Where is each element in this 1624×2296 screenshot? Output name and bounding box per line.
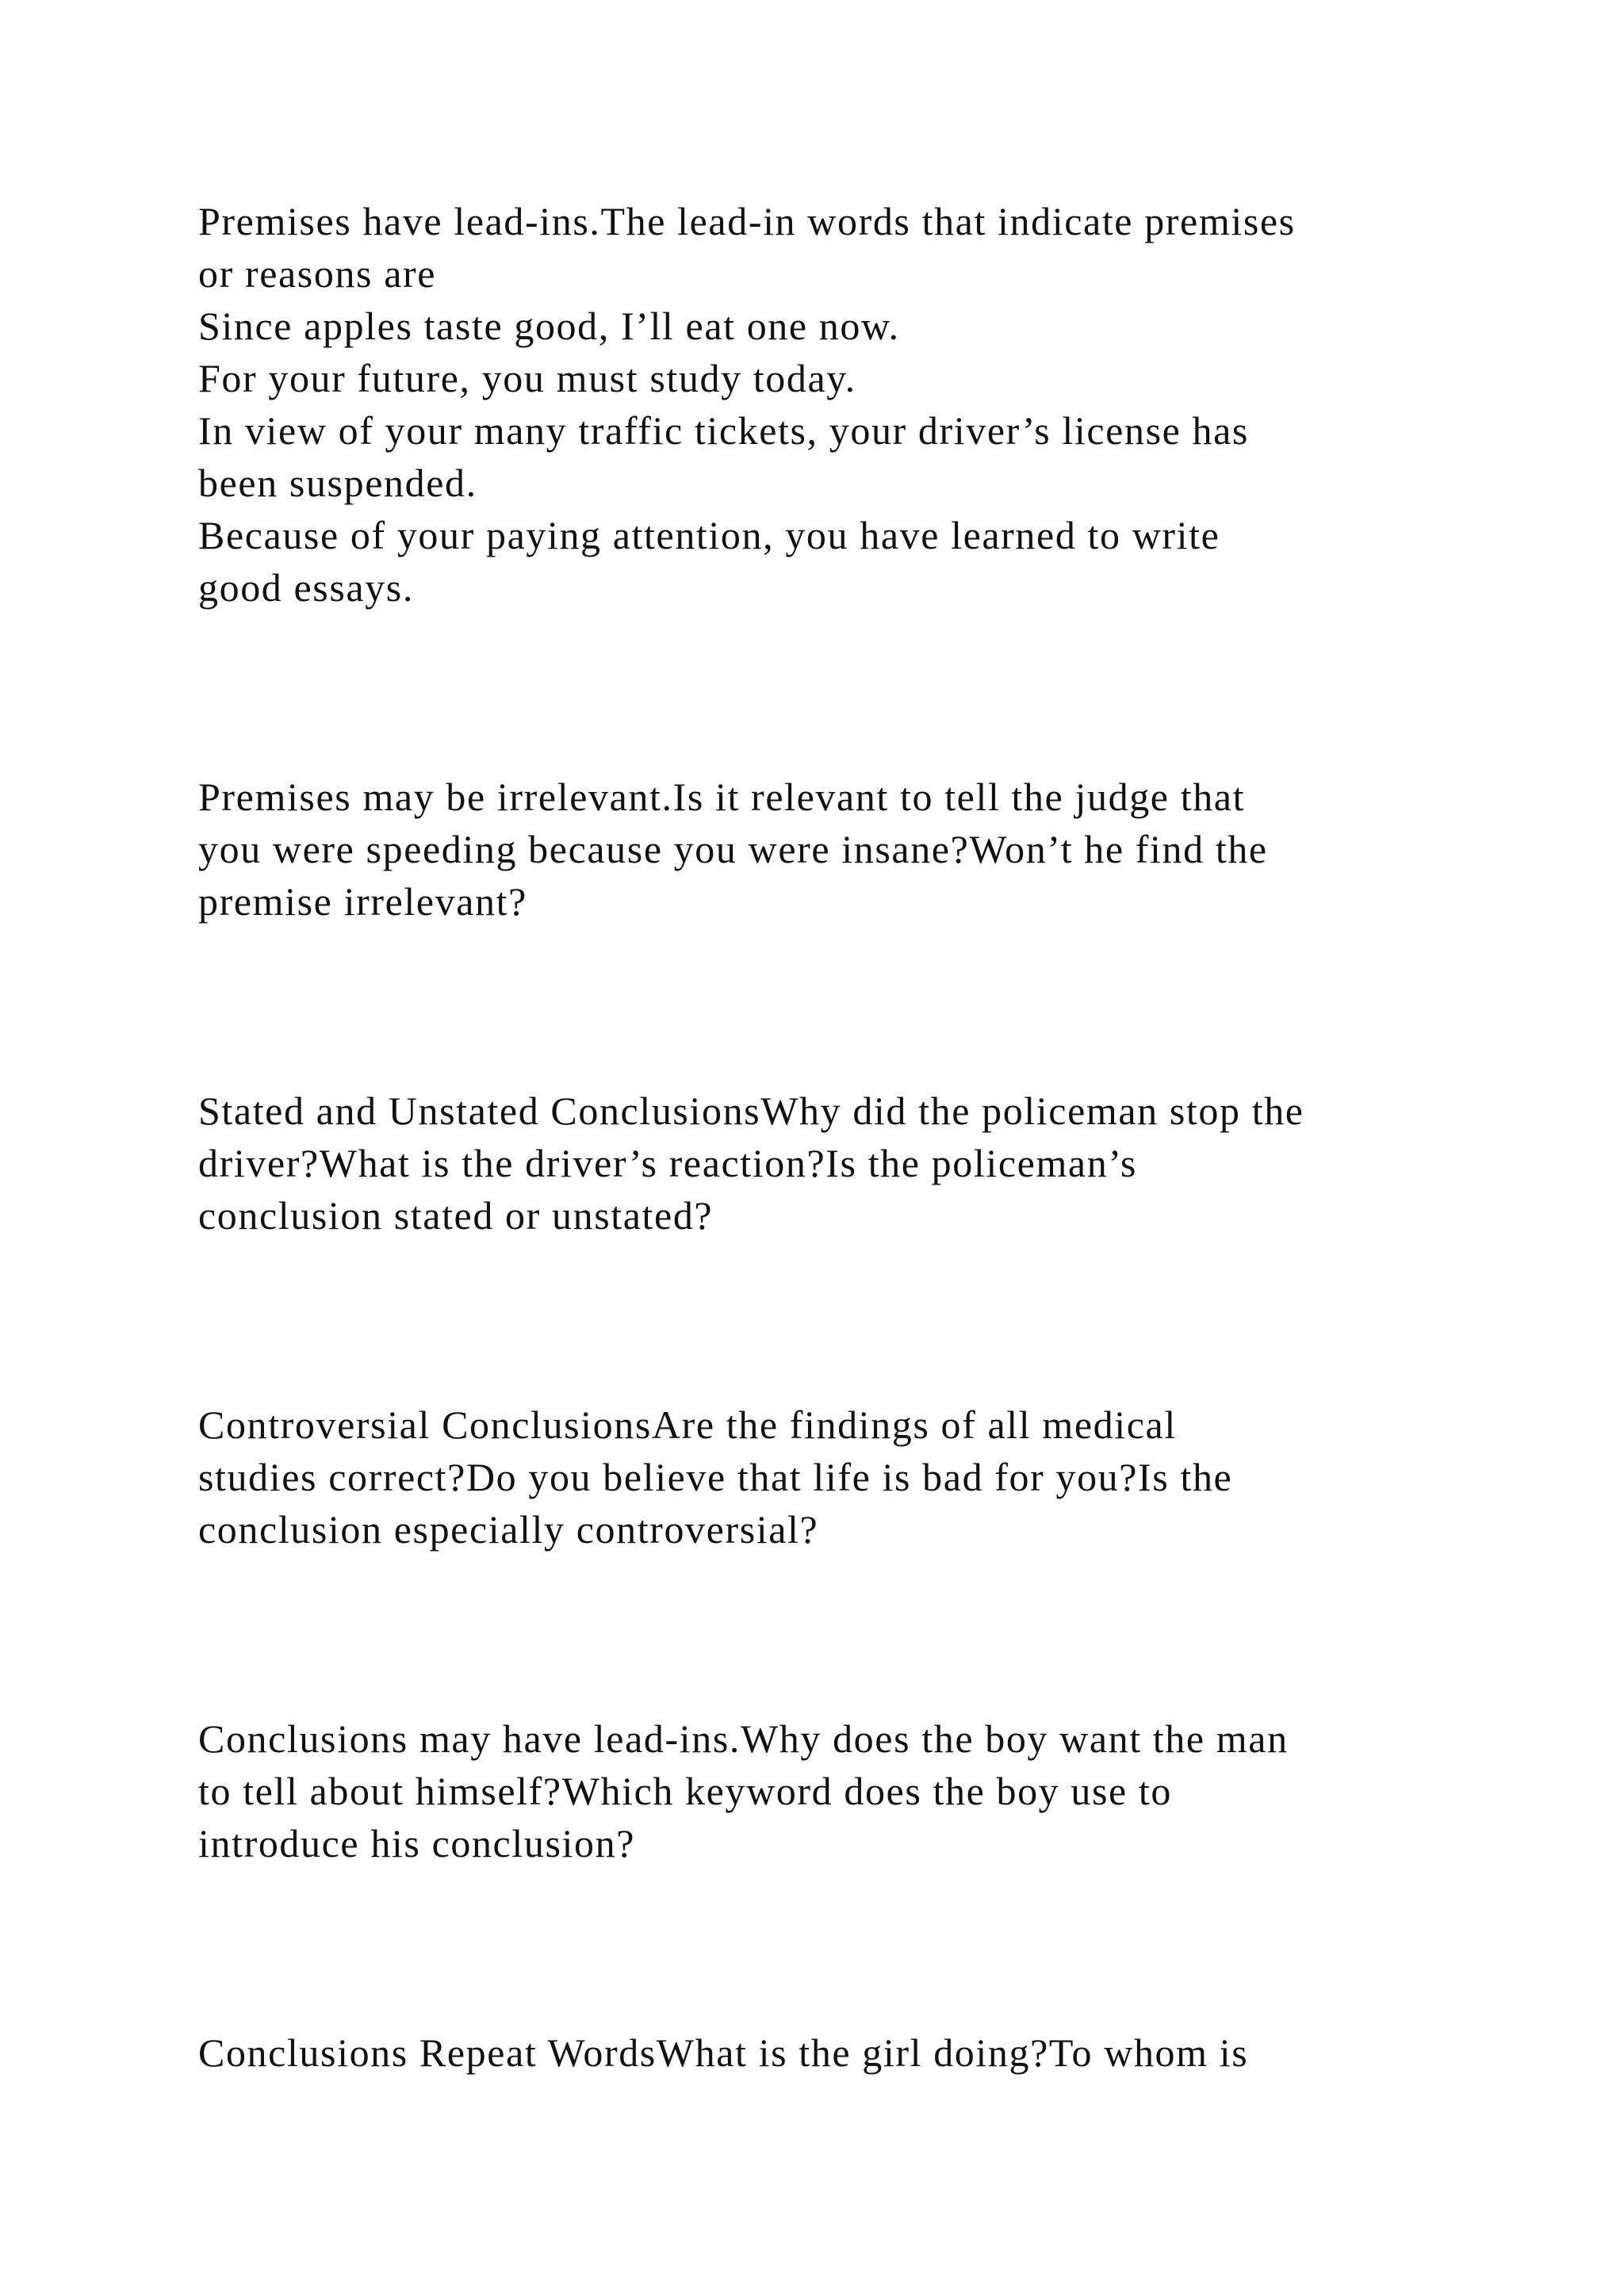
text-line: driver?What is the driver’s reaction?Is the policeman’s (198, 1141, 1137, 1185)
text-line: Stated and Unstated ConclusionsWhy did the policeman stop the (198, 1089, 1304, 1133)
text-line: Premises may be irrelevant.Is it relevant to tell the judge that (198, 775, 1246, 819)
paragraph-stated-unstated-conclusions (198, 1085, 1451, 1242)
text-line: Since apples taste good, I’ll eat one now. (198, 304, 900, 348)
text-line: Because of your paying attention, you have learned to write (198, 513, 1220, 557)
text-line: introduce his conclusion? (198, 1821, 635, 1866)
text-line: or reasons are (198, 251, 437, 296)
paragraph-conclusions-lead-ins (198, 1712, 1451, 1869)
text-line: Premises have lead-ins.The lead-in words that indicate premises (198, 199, 1296, 243)
text-line: Conclusions may have lead-ins.Why does the boy want the man (198, 1716, 1289, 1761)
paragraph-premises-lead-ins (198, 195, 1451, 614)
text-line: to tell about himself?Which keyword does the boy use to (198, 1769, 1173, 1813)
paragraph-conclusions-repeat-words (198, 2026, 1451, 2079)
text-line: For your future, you must study today. (198, 356, 856, 400)
paragraph-premises-irrelevant (198, 771, 1451, 928)
text-line: In view of your many traffic tickets, your driver’s license has (198, 408, 1249, 453)
text-line: good essays. (198, 565, 414, 610)
text-line: you were speeding because you were insane?Won’t he find the (198, 827, 1268, 871)
text-line: conclusion especially controversial? (198, 1507, 819, 1552)
text-line: Conclusions Repeat WordsWhat is the girl doing?To whom is (198, 2030, 1249, 2075)
text-line: conclusion stated or unstated? (198, 1193, 714, 1238)
text-line: been suspended. (198, 461, 477, 505)
text-line: Controversial ConclusionsAre the findings of all medical (198, 1402, 1177, 1447)
paragraph-controversial-conclusions (198, 1399, 1451, 1556)
text-line: studies correct?Do you believe that life is bad for you?Is the (198, 1455, 1233, 1499)
text-line: premise irrelevant? (198, 879, 527, 924)
